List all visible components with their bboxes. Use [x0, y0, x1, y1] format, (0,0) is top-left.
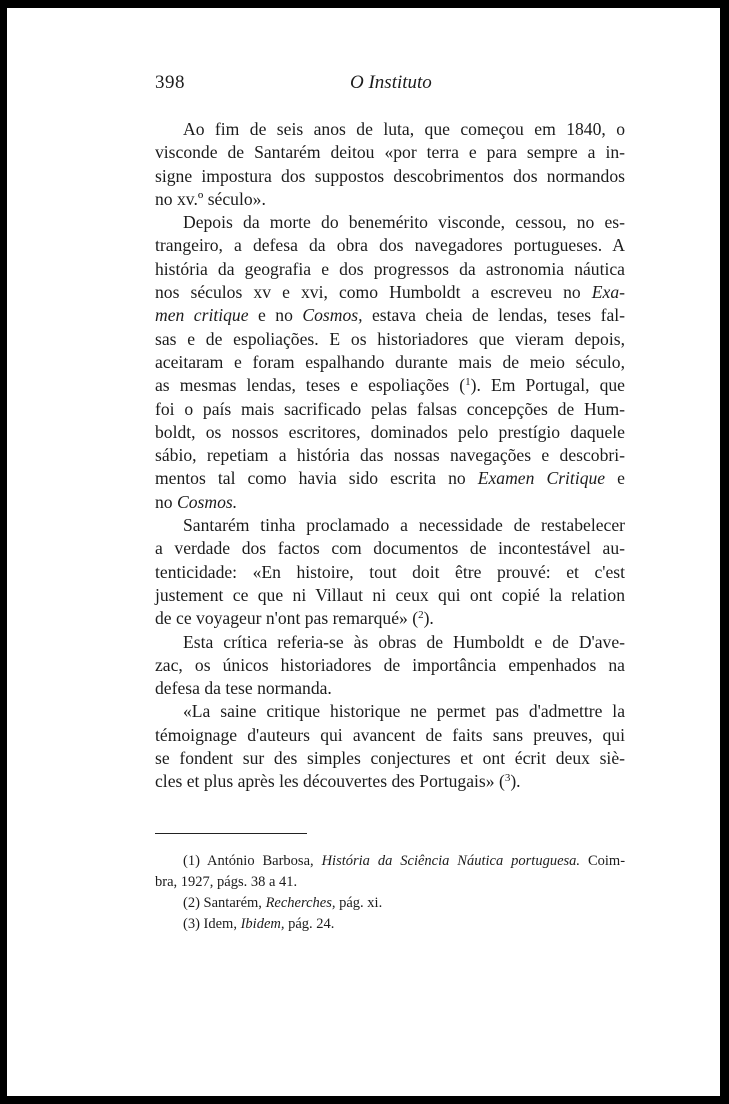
text-line: se fondent sur des simples conjectures et ont écrit deux siè- — [155, 748, 625, 769]
italic-title: Examen Critique — [477, 468, 606, 489]
footnote-marker: (1) — [183, 853, 200, 869]
footnote-marker: (2) — [183, 895, 200, 911]
text-line: sábio, repetiam a história das nossas navegações e descobri- — [155, 445, 625, 466]
text-line: boldt, os nossos escritores, dominados pelo prestígio daquele — [155, 421, 625, 442]
footnote-2 — [155, 893, 625, 914]
italic-title: Exa- — [591, 282, 625, 303]
italic-title: Cosmos. — [177, 491, 238, 512]
text-line — [155, 770, 625, 793]
text-run: as mesmas lendas, teses e espoliações ( — [155, 375, 466, 396]
text-run: pág. 24. — [288, 916, 335, 932]
italic-title: Ibidem, — [240, 916, 285, 932]
text-line — [155, 374, 625, 397]
text-line: trangeiro, a defesa da obra dos navegadores portugueses. A — [155, 235, 625, 256]
italic-title: men critique — [155, 305, 249, 326]
footnote-ref: 2 — [418, 609, 424, 622]
paragraph-4 — [155, 631, 625, 701]
text-line: Ao fim de seis anos de luta, que começou em 1840, o — [183, 119, 625, 139]
italic-title: História da Sciência Náutica portuguesa. — [321, 853, 581, 869]
text-run: nos séculos xv e xvi, como Humboldt a escreveu no — [155, 282, 581, 303]
text-line — [155, 491, 625, 514]
italic-title: Recherches, — [265, 895, 336, 911]
text-line: aceitaram e foram espalhando durante mais de meio século, — [155, 351, 625, 372]
text-line: no xv.º século». — [155, 188, 266, 209]
text-line: defesa da tese normanda. — [155, 678, 332, 699]
text-line: foi o país mais sacrificado pelas falsas concepções de Hum- — [155, 398, 625, 419]
text-line: témoignage d'auteurs qui avancent de faits sans preuves, qui — [155, 724, 625, 745]
text-run: ). — [423, 608, 434, 629]
text-run: ). Em Portugal, que — [470, 375, 625, 396]
text-line: sas e de espoliações. E os historiadores que vieram depois, — [155, 328, 625, 349]
text-run: e — [617, 468, 625, 489]
italic-title: Cosmos, — [302, 305, 363, 326]
text-line: Esta crítica referia-se às obras de Humboldt e de D'ave- — [183, 631, 625, 652]
running-title: O Instituto — [350, 72, 432, 93]
text-run: no — [155, 491, 173, 512]
text-run: ). — [510, 771, 521, 792]
text-run: mentos tal como havia sido escrita no — [155, 468, 466, 489]
text-line: Santarém tinha proclamado a necessidade de restabelecer — [183, 515, 625, 536]
text-run: Idem, — [203, 916, 237, 932]
footnote-marker: (3) — [183, 916, 200, 932]
text-run: Coim- — [587, 853, 626, 869]
body-text — [155, 118, 625, 794]
text-run: e no — [258, 305, 293, 326]
footnotes — [155, 851, 625, 935]
page-header — [155, 72, 625, 100]
text-run: Santarém, — [203, 895, 262, 911]
text-line: a verdade dos factos com documentos de incontestável au- — [155, 538, 625, 559]
page-number: 398 — [155, 72, 185, 93]
text-line — [155, 304, 625, 327]
footnote-3 — [155, 914, 625, 935]
paragraph-2 — [155, 211, 625, 514]
footnote-1 — [155, 851, 625, 872]
footnote-ref: 3 — [504, 772, 511, 785]
text-line: signe impostura dos suppostos descobrimentos dos normandos — [155, 165, 625, 186]
text-line: visconde de Santarém deitou «por terra e para sempre a in- — [155, 142, 625, 163]
text-run: António Barbosa, — [207, 853, 314, 869]
footnote-ref: 1 — [465, 376, 471, 389]
paragraph-1 — [155, 118, 625, 211]
footnote-separator — [155, 833, 307, 834]
text-line: «La saine critique historique ne permet pas d'admettre la — [183, 701, 625, 722]
text-line — [155, 281, 625, 304]
text-run: pág. xi. — [339, 895, 383, 911]
footnote-1-cont: bra, 1927, págs. 38 a 41. — [155, 874, 298, 890]
text-line: Depois da morte do benemérito visconde, cessou, no es- — [183, 212, 625, 233]
paragraph-3 — [155, 514, 625, 630]
text-line: história da geografia e dos progressos da astronomia náutica — [155, 258, 625, 279]
text-line: justement ce que ni Villaut ni ceux qui ont copié la relation — [155, 584, 625, 605]
paragraph-5 — [155, 700, 625, 793]
text-line: tenticidade: «En histoire, tout doit être prouvé: et c'est — [155, 561, 625, 582]
text-line — [155, 467, 625, 490]
text-line: zac, os únicos historiadores de importância empenhados na — [155, 654, 625, 675]
text-run: cles et plus après les découvertes des Portugais» ( — [155, 771, 505, 792]
text-line — [155, 607, 625, 630]
text-run: de ce voyageur n'ont pas remarqué» ( — [155, 608, 419, 629]
text-run: estava cheia de lendas, teses fal- — [372, 305, 626, 326]
